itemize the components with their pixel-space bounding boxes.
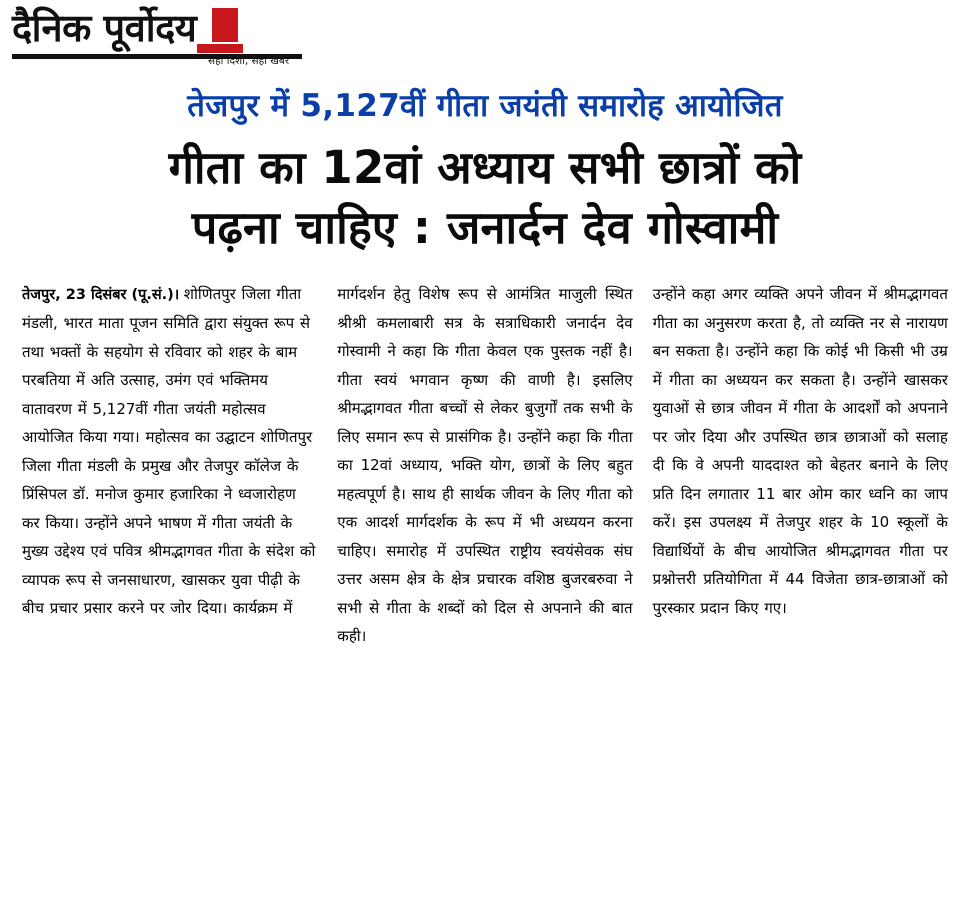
article-paragraph: उन्होंने कहा अगर व्यक्ति अपने जीवन में श्रीमद्भागवत गीता का अनुसरण करता है, तो व्यक्ति नर से नारायण बन सकता है। उन्होंने कहा कि कोई भी किसी भी उम्र में गीता का अध्ययन कर सकता है। उन्होंने खासकर युवाओं से छात्र जीवन में गीता के आदर्शों को अपनाने पर जोर दिया और उपस्थित छात्र छात्राओं को सलाह दी कि वे अपनी याददाश्त को बेहतर बनाने के लिए प्रति दिन लगातार 11 बार ओम कार ध्वनि का जाप करें। इस उपलक्ष्य में तेजपुर शहर के 10 स्कूलों के विद्यार्थियों के बीच आयोजित श्रीमद्भागवत गीता पर प्रश्नोत्तरी प्रतियोगिता में 44 विजेता छात्र-छात्राओं को पुरस्कार प्रदान किए गए। [652,285,948,617]
masthead-tagline: सही दिशा, सही खबर [208,55,290,67]
masthead-title: दैनिक पूर्वोदय [12,6,197,50]
article-dateline: तेजपुर, 23 दिसंबर (पू.सं.)। [22,287,180,303]
masthead-accent-bar [197,44,243,53]
article-kicker: तेजपुर में 5,127वीं गीता जयंती समारोह आयोजित [187,88,783,124]
article-column-1 [12,280,327,651]
masthead-logo [12,6,302,67]
page-title [12,138,958,258]
headline-line-2: पढ़ना चाहिए : जनार्दन देव गोस्वामी [191,201,779,254]
article-paragraph: शोणितपुर जिला गीता मंडली, भारत माता पूजन समिति द्वारा संयुक्त रूप से तथा भक्तों के सहयोग से रविवार को शहर के बाम परबतिया में अति उत्साह, उमंग एवं भक्तिमय वातावरण में 5,127वीं गीता जयंती महोत्सव आयोजित किया गया। महोत्सव का उद्घाटन शोणितपुर जिला गीता मंडली के प्रमुख और तेजपुर कॉलेज के प्रिंसिपल डॉ. मनोज कुमार हजारिका ने ध्वजारोहण कर किया। उन्होंने अपने भाषण में गीता जयंती के मुख्य उद्देश्य एवं पवित्र श्रीमद्भागवत गीता के संदेश को व्यापक रूप से जनसाधारण, खासकर युवा पीढ़ी के बीच प्रचार प्रसार करने पर जोर दिया। कार्यक्रम में [22,285,316,617]
article-columns [12,280,958,651]
article-paragraph: मार्गदर्शन हेतु विशेष रूप से आमंत्रित माजुली स्थित श्रीश्री कमलाबारी सत्र के सत्राधिकारी जनार्दन देव गोस्वामी ने कहा कि गीता केवल एक पुस्तक नहीं है। गीता स्वयं भगवान कृष्ण की वाणी है। इसलिए श्रीमद्भागवत गीता बच्चों से लेकर बुजुर्गों तक सभी के लिए समान रूप से प्रासंगिक है। उन्होंने कहा कि गीता का 12वां अध्याय, भक्ति योग, छात्रों के लिए बहुत महत्वपूर्ण है। साथ ही सार्थक जीवन के लिए गीता को एक आदर्श मार्गदर्शक के रूप में भी अध्ययन करना चाहिए। समारोह में उपस्थित राष्ट्रीय स्वयंसेवक संघ उत्तर असम क्षेत्र के क्षेत्र प्रचारक वशिष्ठ बुजरबरुवा ने सभी से गीता के शब्दों को दिल से अपनाने की बात कही। [337,285,633,645]
article-column-2 [327,280,642,651]
newspaper-logo-icon [212,8,238,42]
article-column-3 [643,280,958,651]
headline-line-1: गीता का 12वां अध्याय सभी छात्रों को [168,141,802,194]
masthead [12,0,958,72]
